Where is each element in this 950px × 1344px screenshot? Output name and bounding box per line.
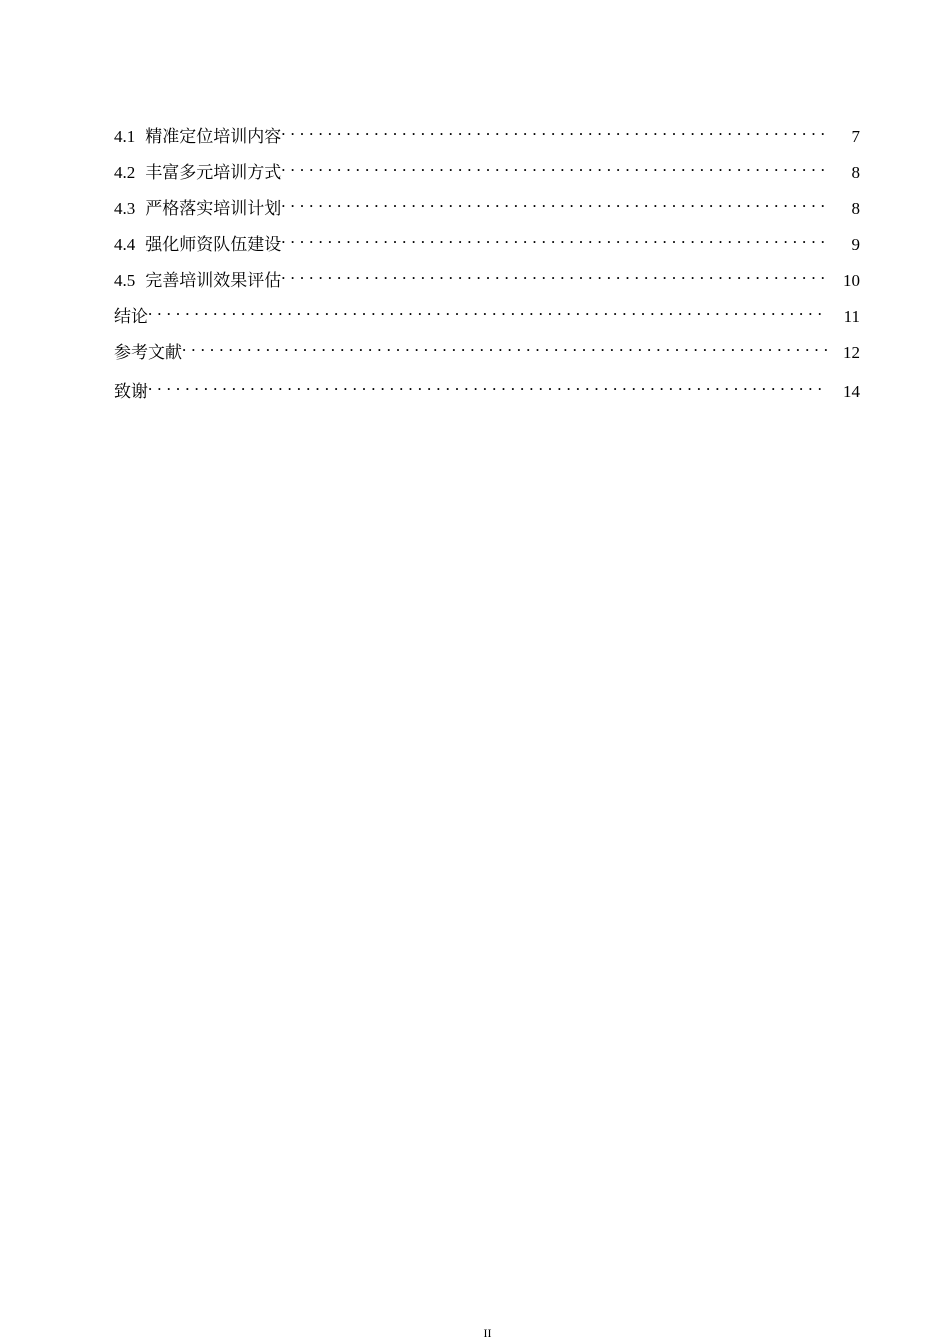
toc-section-number: 4.3 bbox=[114, 199, 136, 218]
toc-title: 参考文献 bbox=[114, 343, 182, 363]
toc-dot-leader bbox=[148, 373, 828, 397]
toc-entry-conclusion[interactable] bbox=[114, 298, 860, 334]
toc-dot-leader bbox=[281, 262, 828, 286]
toc-title: 结论 bbox=[114, 307, 148, 327]
toc-page-number: 12 bbox=[843, 343, 860, 362]
toc-entry-4-1[interactable] bbox=[114, 118, 860, 154]
toc-title: 严格落实培训计划 bbox=[145, 199, 282, 219]
toc-dot-leader bbox=[182, 334, 828, 358]
toc-page-number: 8 bbox=[851, 199, 860, 218]
toc-dot-leader bbox=[281, 118, 828, 142]
toc-dot-leader bbox=[281, 154, 828, 178]
toc-title: 完善培训效果评估 bbox=[145, 271, 282, 291]
table-of-contents bbox=[114, 118, 860, 409]
toc-section-number: 4.4 bbox=[114, 235, 136, 254]
toc-title: 精准定位培训内容 bbox=[145, 127, 282, 147]
toc-entry-4-3[interactable] bbox=[114, 190, 860, 226]
toc-dot-leader bbox=[148, 298, 828, 322]
toc-entry-4-4[interactable] bbox=[114, 226, 860, 262]
toc-dot-leader bbox=[281, 226, 828, 250]
toc-page-number: 14 bbox=[843, 382, 860, 401]
toc-entry-4-2[interactable] bbox=[114, 154, 860, 190]
toc-page-number: 11 bbox=[843, 307, 860, 326]
toc-section-number: 4.5 bbox=[114, 271, 136, 290]
toc-entry-references[interactable] bbox=[114, 334, 860, 370]
toc-section-number: 4.2 bbox=[114, 163, 136, 182]
toc-page-number: 10 bbox=[843, 271, 860, 290]
toc-dot-leader bbox=[281, 190, 828, 214]
toc-title: 丰富多元培训方式 bbox=[145, 163, 282, 183]
toc-entry-4-5[interactable] bbox=[114, 262, 860, 298]
toc-title: 致谢 bbox=[114, 382, 148, 402]
toc-section-number: 4.1 bbox=[114, 127, 136, 146]
toc-page-number: 8 bbox=[851, 163, 860, 182]
toc-page-number: 9 bbox=[851, 235, 860, 254]
page-footer-number: II bbox=[483, 1326, 492, 1340]
toc-entry-acknowledgements[interactable] bbox=[114, 373, 860, 409]
toc-title: 强化师资队伍建设 bbox=[145, 235, 282, 255]
toc-page-number: 7 bbox=[851, 127, 860, 146]
